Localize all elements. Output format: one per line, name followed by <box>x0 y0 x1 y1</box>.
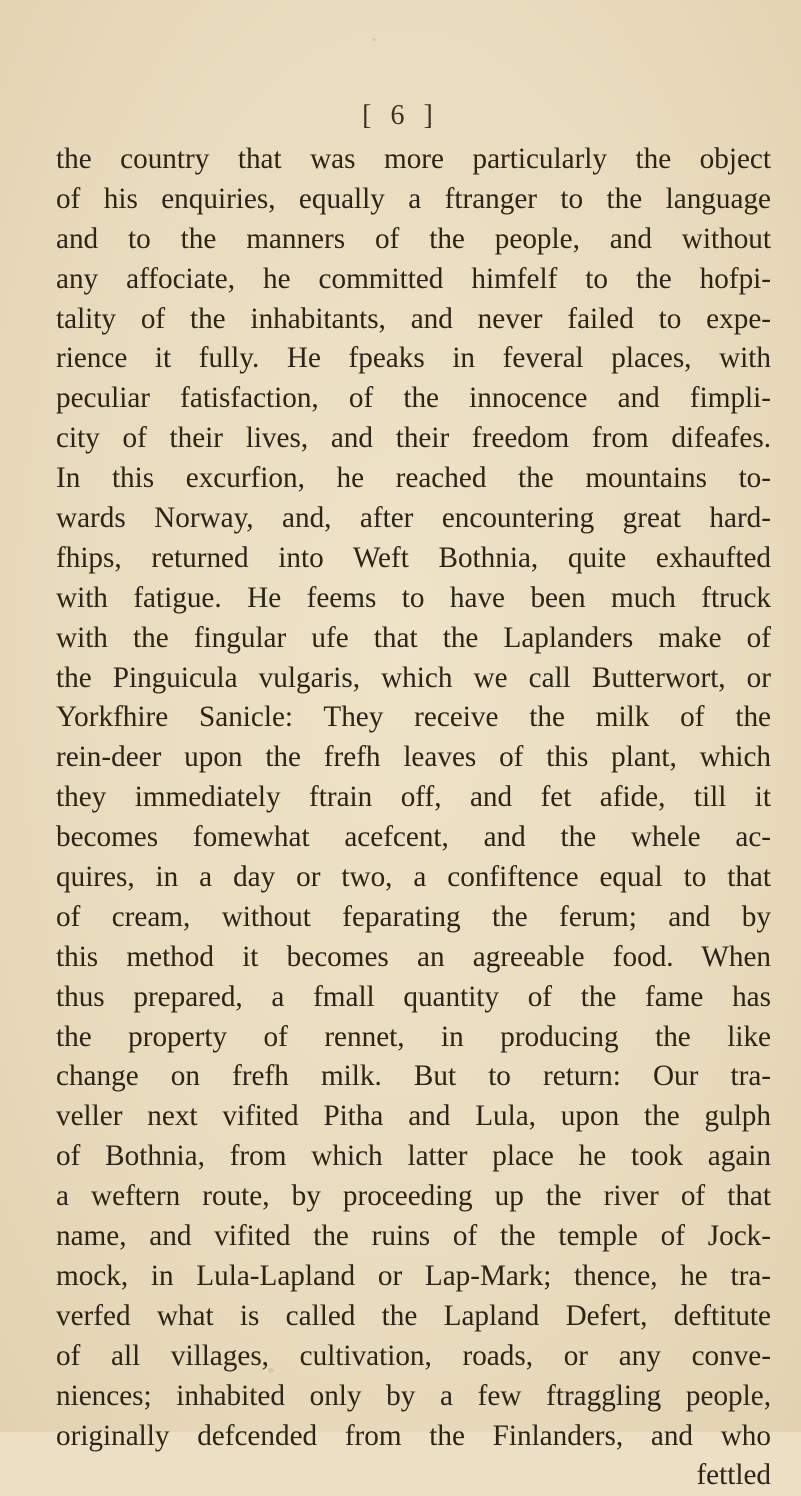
text-line: fhips, returned into Weft Bothnia, quite exhaufted <box>56 541 771 574</box>
text-line: any affociate, he committed himfelf to the hofpi- <box>56 262 771 295</box>
text-line: originally defcended from the Finlanders, and who <box>56 1419 771 1452</box>
body-text <box>56 140 771 1496</box>
paper-speck <box>372 38 376 41</box>
text-line: of all villages, cultivation, roads, or any conve- <box>56 1339 771 1372</box>
text-line: this method it becomes an agreeable food. When <box>56 940 771 973</box>
text-line: of Bothnia, from which latter place he took again <box>56 1140 771 1173</box>
text-line: a weftern route, by proceeding up the river of that <box>56 1180 771 1213</box>
text-line: In this excurfion, he reached the mountains to- <box>56 462 771 495</box>
text-line: city of their lives, and their freedom from difeafes. <box>56 422 771 455</box>
text-line: and to the manners of the people, and without <box>56 222 771 255</box>
text-line: thus prepared, a fmall quantity of the fame has <box>56 980 771 1013</box>
text-line: rience it fully. He fpeaks in feveral places, with <box>56 342 771 375</box>
text-line: rein-deer upon the frefh leaves of this plant, which <box>56 741 771 774</box>
page-number: [ 6 ] <box>362 100 439 131</box>
text-line: veller next vifited Pitha and Lula, upon the gulph <box>56 1100 771 1133</box>
text-line: wards Norway, and, after encountering great hard- <box>56 502 771 535</box>
text-line: verfed what is called the Lapland Defert, deftitute <box>56 1299 771 1332</box>
text-line: niences; inhabited only by a few ftraggling people, <box>56 1379 771 1412</box>
text-line: the property of rennet, in producing the like <box>56 1020 771 1053</box>
text-line: the country that was more particularly the object <box>56 143 771 175</box>
text-line: tality of the inhabitants, and never failed to expe- <box>56 302 771 335</box>
text-line: peculiar fatisfaction, of the innocence and fimpli- <box>56 382 771 415</box>
text-line: with the fingular ufe that the Laplanders make of <box>56 621 771 654</box>
text-line: quires, in a day or two, a confiftence equal to that <box>56 861 771 894</box>
text-line: change on frefh milk. But to return: Our tra- <box>56 1060 771 1093</box>
text-line: becomes fomewhat acefcent, and the whele ac- <box>56 821 771 854</box>
text-line: of cream, without feparating the ferum; and by <box>56 900 771 933</box>
catchword: fettled <box>696 1459 771 1492</box>
text-line: with fatigue. He feems to have been much ftruck <box>56 581 771 614</box>
text-line: mock, in Lula-Lapland or Lap-Mark; thence, he tra- <box>56 1259 771 1292</box>
text-line: of his enquiries, equally a ftranger to the language <box>56 182 771 215</box>
text-line: name, and vifited the ruins of the temple of Jock- <box>56 1220 771 1253</box>
text-line: they immediately ftrain off, and fet afide, till it <box>56 781 771 814</box>
text-line: Yorkfhire Sanicle: They receive the milk of the <box>56 701 771 734</box>
text-line: the Pinguicula vulgaris, which we call Butterwort, or <box>56 661 771 694</box>
